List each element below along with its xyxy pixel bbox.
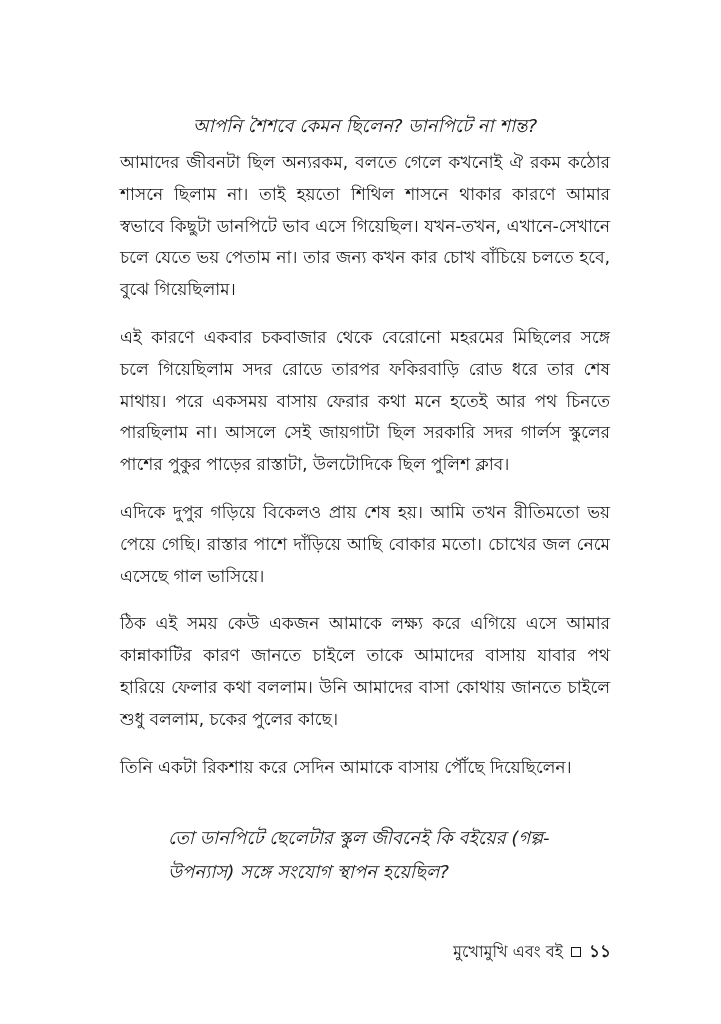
- interview-question-2: তো ডানপিটে ছেলেটার স্কুল জীবনেই কি বইয়ের (গল্প-উপন্যাস) সঙ্গে সংযোগ স্থাপন হয়েছিল?: [168, 828, 550, 883]
- answer-paragraph-3: এদিকে দুপুর গড়িয়ে বিকেলও প্রায় শেষ হয়। আমি তখন রীতিমতো ভয় পেয়ে গেছি। রাস্তার পাশে দাঁড়িয়ে আছি বোকার মতো। চোখের জল নেমে এসেছে গাল ভাসিয়ে।: [120, 502, 610, 587]
- answer-paragraph-2: এই কারণে একবার চকবাজার থেকে বেরোনো মহরমের মিছিলের সঙ্গে চলে গিয়েছিলাম সদর রোডে তারপর ফকিরবাড়ি রোড ধরে তার শেষ মাথায়। পরে একসময় বাসায় ফেরার কথা মনে হতেই আর পথ চিনতে পারছিলাম না। আসলে সেই জায়গাটা ছিল সরকারি সদর গার্লস স্কুলের পাশের পুকুর পাড়ের রাস্তাটা, উলটোদিকে ছিল পুলিশ ক্লাব।: [120, 327, 610, 476]
- answer-paragraph-1: আমাদের জীবনটা ছিল অন্যরকম, বলতে গেলে কখনোই ঐ রকম কঠোর শাসনে ছিলাম না। তাই হয়তো শিথিল শাসনে থাকার কারণে আমার স্বভাবে কিছুটা ডানপিটে ভাব এসে গিয়েছিল। যখন-তখন, এখানে-সেখানে চলে যেতে ভয় পেতাম না। তার জন্য কখন কার চোখ বাঁচিয়ে চলতে হবে, বুঝে গিয়েছিলাম।: [120, 153, 610, 301]
- interview-question-1: আপনি শৈশবে কেমন ছিলেন? ডানপিটে না শান্ত?: [192, 116, 538, 137]
- square-separator-icon: [571, 947, 581, 957]
- running-title: মুখোমুখি এবং বই: [453, 942, 563, 961]
- page-number: ১১: [588, 942, 611, 962]
- page-footer: [453, 940, 611, 964]
- answer-body: [120, 148, 610, 800]
- answer-paragraph-5: তিনি একটা রিকশায় করে সেদিন আমাকে বাসায় পৌঁছে দিয়েছিলেন।: [120, 757, 572, 778]
- answer-paragraph-4: ঠিক এই সময় কেউ একজন আমাকে লক্ষ্য করে এগিয়ে এসে আমার কান্নাকাটির কারণ জানতে চাইলে তাকে আমাদের বাসায় যাবার পথ হারিয়ে ফেলার কথা বললাম। উনি আমাদের বাসা কোথায় জানতে চাইলে শুধু বললাম, চকের পুলের কাছে।: [120, 614, 610, 730]
